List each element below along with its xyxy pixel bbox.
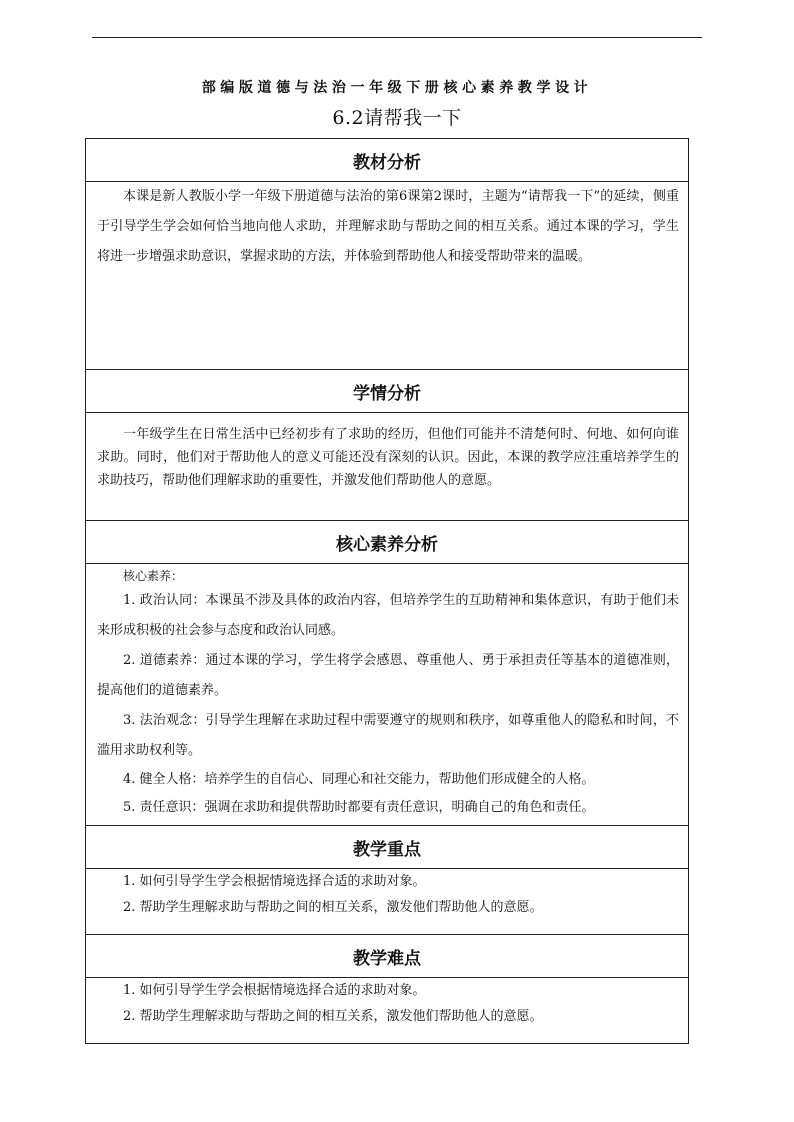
students-heading: 学情分析 xyxy=(86,370,689,413)
materials-text: 本课是新人教版小学一年级下册道德与法治的第6课第2课时，主题为“请帮我一下”的延续，侧重于引导学生学会如何恰当地向他人求助，并理解求助与帮助之间的相互关系。通过本课的学习，学生将进一步增强求助意识，掌握求助的方法，并体验到帮助他人和接受帮助带来的温暖。 xyxy=(97,189,679,264)
lesson-design-table xyxy=(85,138,689,1044)
difficulties-heading: 教学难点 xyxy=(86,935,689,978)
difficulty-item: 1. 如何引导学生学会根据情境选择合适的求助对象。 xyxy=(123,983,426,998)
literacy-content xyxy=(86,564,689,826)
materials-content xyxy=(86,182,689,370)
literacy-heading: 核心素养分析 xyxy=(86,521,689,564)
literacy-lead: 核心素养： xyxy=(123,569,184,583)
difficulties-heading-row xyxy=(86,935,689,978)
key-points-content xyxy=(86,869,689,935)
materials-heading: 教材分析 xyxy=(86,139,689,182)
difficulties-content xyxy=(86,978,689,1044)
students-content xyxy=(86,413,689,521)
literacy-item: 5. 责任意识：强调在求助和提供帮助时都要有责任意识，明确自己的角色和责任。 xyxy=(123,800,595,815)
key-point-item: 2. 帮助学生理解求助与帮助之间的相互关系，激发他们帮助他人的意愿。 xyxy=(123,900,543,915)
materials-content-row xyxy=(86,182,689,370)
key-points-heading-row xyxy=(86,826,689,869)
literacy-heading-row xyxy=(86,521,689,564)
literacy-content-row xyxy=(86,564,689,826)
literacy-item: 4. 健全人格：培养学生的自信心、同理心和社交能力，帮助他们形成健全的人格。 xyxy=(123,772,595,787)
students-heading-row xyxy=(86,370,689,413)
key-points-heading: 教学重点 xyxy=(86,826,689,869)
key-point-item: 1. 如何引导学生学会根据情境选择合适的求助对象。 xyxy=(123,874,426,889)
students-text: 一年级学生在日常生活中已经初步有了求助的经历，但他们可能并不清楚何时、何地、如何向谁求助。同时，他们对于帮助他人的意义可能还没有深刻的认识。因此，本课的教学应注重培养学生的求助技巧，帮助他们理解求助的重要性，并激发他们帮助他人的意愿。 xyxy=(97,427,679,488)
literacy-item: 3. 法治观念：引导学生理解在求助过程中需要遵守的规则和秩序，如尊重他人的隐私和时间，不滥用求助权利等。 xyxy=(97,713,679,758)
difficulties-content-row xyxy=(86,978,689,1044)
materials-heading-row xyxy=(86,139,689,182)
key-points-content-row xyxy=(86,869,689,935)
literacy-item: 2. 道德素养：通过本课的学习，学生将学会感恩、尊重他人、勇于承担责任等基本的道德准则，提高他们的道德素养。 xyxy=(97,653,679,698)
difficulty-item: 2. 帮助学生理解求助与帮助之间的相互关系，激发他们帮助他人的意愿。 xyxy=(123,1009,543,1024)
document-title: 6.2请帮我一下 xyxy=(332,107,462,129)
header-rule xyxy=(92,37,702,38)
literacy-item: 1. 政治认同：本课虽不涉及具体的政治内容，但培养学生的互助精神和集体意识，有助于他们未来形成积极的社会参与态度和政治认同感。 xyxy=(97,593,679,638)
students-content-row xyxy=(86,413,689,521)
document-subtitle: 部编版道德与法治一年级下册核心素养教学设计 xyxy=(201,80,593,96)
